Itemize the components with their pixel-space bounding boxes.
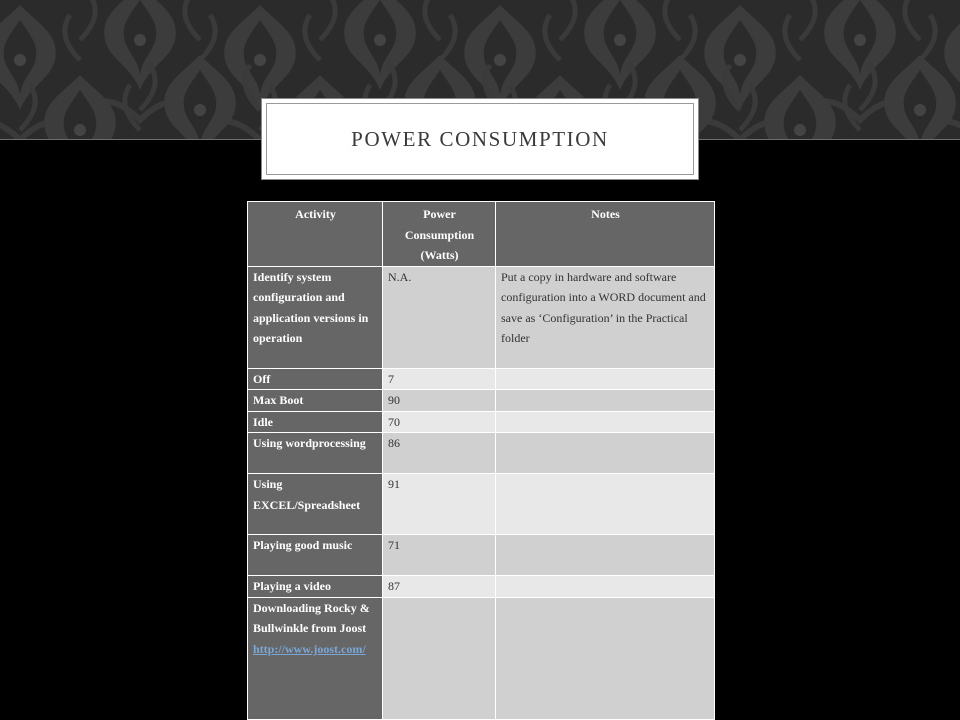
notes-cell [496, 474, 715, 535]
power-cell: 86 [383, 433, 496, 474]
table-row [248, 597, 715, 719]
joost-link[interactable]: http://www.joost.com/ [253, 641, 366, 656]
notes-cell [496, 433, 715, 474]
activity-cell: Idle [248, 411, 383, 433]
notes-cell [496, 535, 715, 576]
header-activity: Activity [248, 202, 383, 267]
power-cell: 70 [383, 411, 496, 433]
power-consumption-table [247, 201, 715, 720]
power-cell: 71 [383, 535, 496, 576]
table-row [248, 576, 715, 598]
activity-cell: Playing a video [248, 576, 383, 598]
table-row [248, 474, 715, 535]
notes-cell [496, 390, 715, 412]
title-frame [266, 103, 694, 175]
notes-cell [496, 597, 715, 719]
notes-cell [496, 411, 715, 433]
table-row [248, 266, 715, 368]
activity-cell: Identify system configuration and application versions in operation [248, 266, 383, 368]
header-notes: Notes [496, 202, 715, 267]
table-row [248, 433, 715, 474]
activity-cell: Using wordprocessing [248, 433, 383, 474]
table-row [248, 368, 715, 390]
notes-cell [496, 576, 715, 598]
table-header-row [248, 202, 715, 267]
table-row [248, 411, 715, 433]
power-cell: 90 [383, 390, 496, 412]
table-row [248, 390, 715, 412]
power-cell [383, 597, 496, 719]
activity-cell: Playing good music [248, 535, 383, 576]
power-cell: 91 [383, 474, 496, 535]
slide-title: POWER CONSUMPTION [351, 126, 609, 151]
activity-text: Downloading Rocky & Bullwinkle from Joost [253, 600, 370, 635]
table-row [248, 535, 715, 576]
activity-cell: Using EXCEL/Spreadsheet [248, 474, 383, 535]
power-cell: N.A. [383, 266, 496, 368]
header-power: Power Consumption (Watts) [383, 202, 496, 267]
title-box [261, 98, 699, 180]
activity-cell: Max Boot [248, 390, 383, 412]
activity-cell [248, 597, 383, 719]
power-cell: 87 [383, 576, 496, 598]
notes-cell: Put a copy in hardware and software configuration into a WORD document and save as ‘Configuration’ in the Practical folder [496, 266, 715, 368]
power-cell: 7 [383, 368, 496, 390]
activity-cell: Off [248, 368, 383, 390]
notes-cell [496, 368, 715, 390]
